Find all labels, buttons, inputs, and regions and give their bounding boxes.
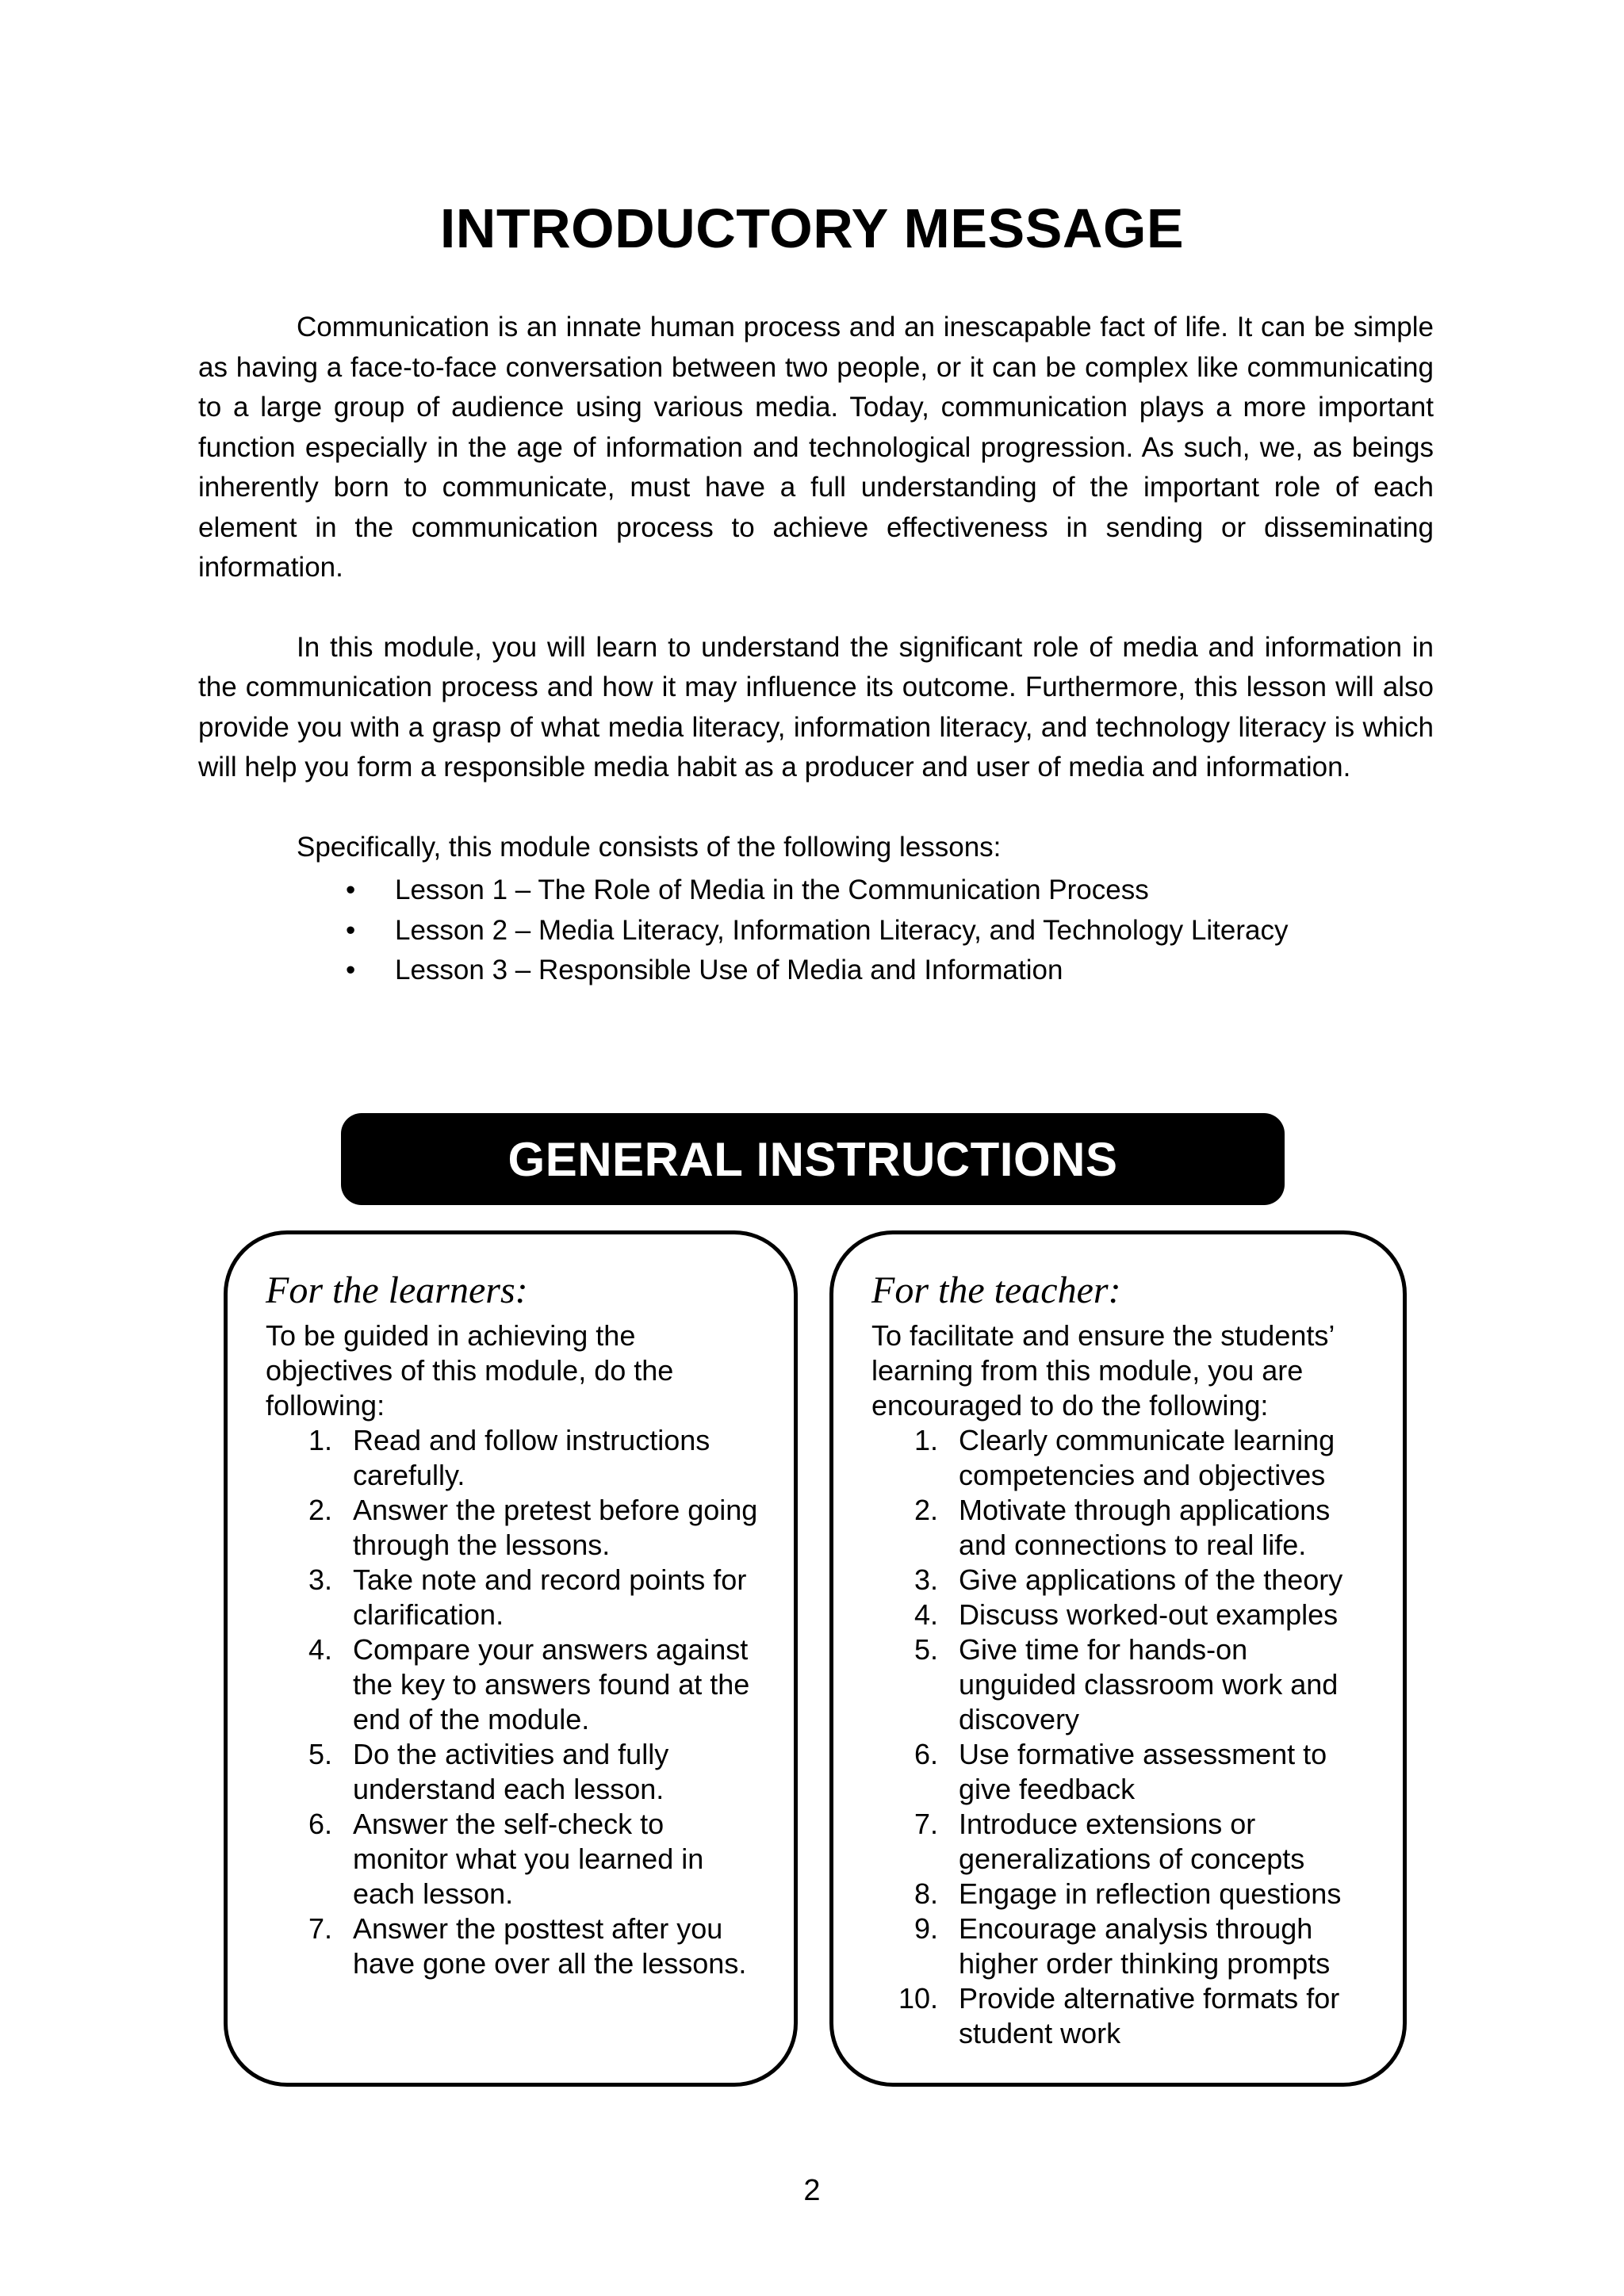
teacher-heading: For the teacher:	[871, 1269, 1121, 1311]
intro-paragraph: In this module, you will learn to understand the significant role of media and information in the communication process and how it may influence its outcome. Furthermore, this lesson will also provide you with a grasp of what media literacy, information literacy, and technology literacy is which will help you form a responsible media habit as a producer and user of media and information.	[198, 631, 1434, 783]
item-text: Give applications of the theory	[959, 1563, 1343, 1596]
item-text: Clearly communicate learning competencies and objectives	[959, 1424, 1335, 1491]
item-text: Answer the pretest before going through the lessons.	[353, 1494, 758, 1561]
list-item	[266, 1493, 762, 1563]
item-number: 6.	[308, 1808, 332, 1840]
learners-heading: For the learners:	[266, 1269, 528, 1311]
item-number: 7.	[308, 1912, 332, 1945]
item-text: Engage in reflection questions	[959, 1877, 1342, 1910]
item-text: Introduce extensions or generalizations of concepts	[959, 1808, 1305, 1875]
list-item	[871, 1493, 1371, 1563]
item-number: 1.	[914, 1424, 938, 1456]
list-item	[266, 1632, 762, 1737]
learners-list	[266, 1423, 762, 1981]
item-text: Discuss worked-out examples	[959, 1598, 1339, 1631]
item-text: Take note and record points for clarification.	[353, 1563, 747, 1631]
lesson-label: Lesson 3 – Responsible Use of Media and Information	[395, 955, 1063, 985]
lesson-item	[198, 951, 1434, 991]
list-item	[266, 1807, 762, 1911]
intro-section	[198, 308, 1434, 991]
item-number: 5.	[914, 1633, 938, 1666]
lesson-list	[198, 871, 1434, 991]
item-number: 3.	[914, 1563, 938, 1596]
page-title: INTRODUCTORY MESSAGE	[439, 197, 1185, 259]
list-item	[871, 1423, 1371, 1493]
list-item	[871, 1911, 1371, 1981]
bullet: •	[346, 874, 356, 905]
item-number: 8.	[914, 1877, 938, 1910]
teacher-intro: To facilitate and ensure the students’ learning from this module, you are encouraged to do the following:	[871, 1319, 1335, 1422]
item-number: 4.	[914, 1598, 938, 1631]
lesson-item	[198, 871, 1434, 911]
item-number: 4.	[308, 1633, 332, 1666]
list-item	[871, 1807, 1371, 1877]
item-text: Do the activities and fully understand each lesson.	[353, 1738, 669, 1805]
item-number: 6.	[914, 1738, 938, 1770]
page-number: 2	[803, 2174, 821, 2207]
list-item	[871, 1877, 1371, 1911]
list-item	[871, 1737, 1371, 1807]
item-text: Give time for hands-on unguided classroom work and discovery	[959, 1633, 1339, 1735]
lessons-intro: Specifically, this module consists of the following lessons:	[297, 831, 1002, 863]
teacher-list	[871, 1423, 1371, 2051]
item-number: 2.	[308, 1494, 332, 1526]
item-number: 9.	[914, 1912, 938, 1945]
bullet: •	[346, 955, 356, 985]
item-number: 2.	[914, 1494, 938, 1526]
item-text: Compare your answers against the key to answers found at the end of the module.	[353, 1633, 750, 1735]
list-item	[871, 1598, 1371, 1632]
list-item	[266, 1563, 762, 1632]
list-item	[871, 1632, 1371, 1737]
bullet: •	[346, 914, 356, 946]
item-text: Encourage analysis through higher order thinking prompts	[959, 1912, 1331, 1980]
item-text: Motivate through applications and connections to real life.	[959, 1494, 1331, 1561]
learners-intro: To be guided in achieving the objectives of this module, do the following:	[266, 1319, 674, 1422]
list-item	[266, 1423, 762, 1493]
lesson-label: Lesson 2 – Media Literacy, Information Literacy, and Technology Literacy	[395, 914, 1289, 946]
list-item	[871, 1981, 1371, 2051]
item-text: Read and follow instructions carefully.	[353, 1424, 710, 1491]
item-text: Use formative assessment to give feedback	[959, 1738, 1327, 1805]
list-item	[266, 1911, 762, 1981]
general-instructions-heading: GENERAL INSTRUCTIONS	[508, 1132, 1118, 1186]
item-number: 3.	[308, 1563, 332, 1596]
lesson-label: Lesson 1 – The Role of Media in the Communication Process	[395, 874, 1149, 905]
list-item	[266, 1737, 762, 1807]
item-number: 10.	[898, 1982, 938, 2015]
general-instructions-banner	[341, 1113, 1285, 1205]
item-text: Answer the self-check to monitor what you learned in each lesson.	[353, 1808, 704, 1910]
teacher-box	[829, 1230, 1407, 2087]
intro-paragraph: Communication is an innate human process and an inescapable fact of life. It can be simple as having a face-to-face conversation between two people, or it can be complex like communicating to a large group of audience using various media. Today, communication plays a more important function especially in the age of information and technological progression. As such, we, as beings inherently born to communicate, must have a full understanding of the important role of each element in the communication process to achieve effectiveness in sending or disseminating information.	[198, 312, 1434, 583]
item-number: 7.	[914, 1808, 938, 1840]
item-number: 5.	[308, 1738, 332, 1770]
item-number: 1.	[308, 1424, 332, 1456]
item-text: Provide alternative formats for student work	[959, 1982, 1340, 2049]
list-item	[871, 1563, 1371, 1598]
lesson-item	[198, 911, 1434, 951]
learners-box	[224, 1230, 798, 2087]
item-text: Answer the posttest after you have gone over all the lessons.	[353, 1912, 747, 1980]
